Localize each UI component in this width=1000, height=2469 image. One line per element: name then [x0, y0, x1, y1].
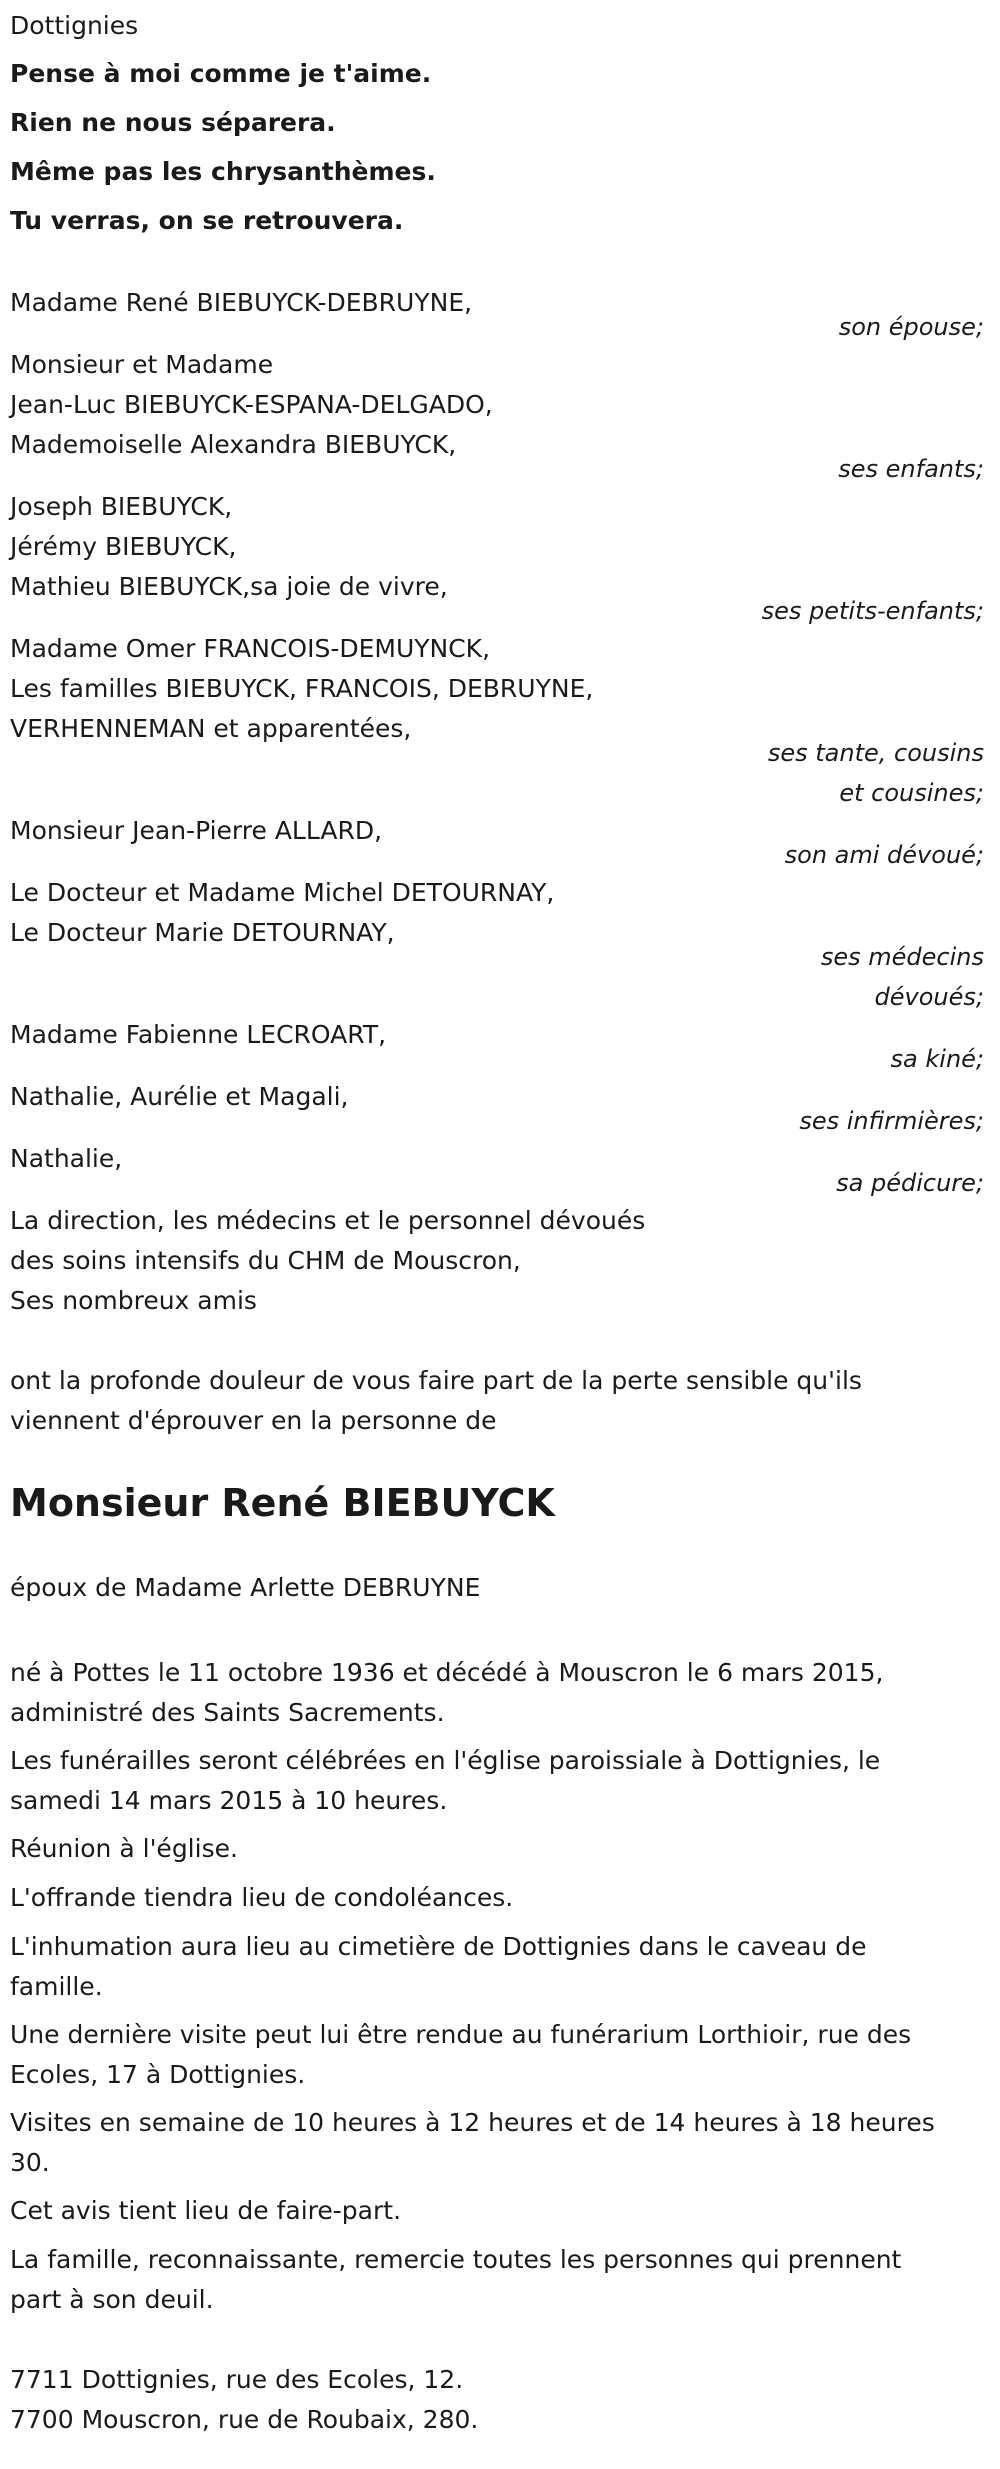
detail-line: samedi 14 mars 2015 à 10 heures.	[10, 1786, 448, 1815]
detail-line: famille.	[10, 1972, 103, 2001]
poem-line: Rien ne nous séparera.	[10, 108, 336, 137]
detail-line: Les funérailles seront célébrées en l'église paroissiale à Dottignies, le	[10, 1746, 881, 1775]
family-line: Monsieur Jean-Pierre ALLARD,	[10, 816, 383, 845]
family-line: des soins intensifs du CHM de Mouscron,	[10, 1246, 521, 1275]
address-line: 7700 Mouscron, rue de Roubaix, 280.	[10, 2405, 479, 2434]
detail-line: né à Pottes le 11 octobre 1936 et décédé à Mouscron le 6 mars 2015,	[10, 1658, 884, 1687]
family-line: Monsieur et Madame	[10, 350, 274, 379]
relation-label: dévoués;	[874, 983, 984, 1011]
family-line: Madame René BIEBUYCK-DEBRUYNE,	[10, 288, 473, 317]
detail-line: L'inhumation aura lieu au cimetière de Dottignies dans le caveau de	[10, 1932, 867, 1961]
detail-line: administré des Saints Sacrements.	[10, 1698, 445, 1727]
detail-line: L'offrande tiendra lieu de condoléances.	[10, 1883, 514, 1912]
family-line: Joseph BIEBUYCK,	[10, 492, 233, 521]
relation-label: et cousines;	[839, 779, 984, 807]
relation-label: ses enfants;	[838, 455, 984, 483]
relation-label: ses petits-enfants;	[761, 597, 984, 625]
family-line: Mademoiselle Alexandra BIEBUYCK,	[10, 430, 457, 459]
family-line: Le Docteur Marie DETOURNAY,	[10, 918, 395, 947]
detail-line: Ecoles, 17 à Dottignies.	[10, 2060, 306, 2089]
detail-line: part à son deuil.	[10, 2285, 214, 2314]
relation-label: son ami dévoué;	[784, 841, 984, 869]
detail-line: La famille, reconnaissante, remercie toutes les personnes qui prennent	[10, 2245, 902, 2274]
relation-label: sa kiné;	[890, 1045, 984, 1073]
announcement-line: viennent d'éprouver en la personne de	[10, 1406, 497, 1435]
family-line: VERHENNEMAN et apparentées,	[10, 714, 412, 743]
family-line: Nathalie,	[10, 1144, 123, 1173]
poem-line: Même pas les chrysanthèmes.	[10, 157, 436, 186]
family-line: Madame Omer FRANCOIS-DEMUYNCK,	[10, 634, 491, 663]
family-line: Le Docteur et Madame Michel DETOURNAY,	[10, 878, 555, 907]
place-name: Dottignies	[10, 11, 139, 40]
family-line: Les familles BIEBUYCK, FRANCOIS, DEBRUYNE,	[10, 674, 594, 703]
announcement-line: ont la profonde douleur de vous faire part de la perte sensible qu'ils	[10, 1366, 862, 1395]
deceased-spouse: époux de Madame Arlette DEBRUYNE	[10, 1573, 481, 1602]
relation-label: ses infirmières;	[799, 1107, 984, 1135]
detail-line: Une dernière visite peut lui être rendue au funérarium Lorthioir, rue des	[10, 2020, 912, 2049]
family-line: Madame Fabienne LECROART,	[10, 1020, 387, 1049]
detail-line: Cet avis tient lieu de faire-part.	[10, 2196, 402, 2225]
family-line: Nathalie, Aurélie et Magali,	[10, 1082, 349, 1111]
relation-label: ses médecins	[820, 943, 984, 971]
deceased-name: Monsieur René BIEBUYCK	[10, 1481, 555, 1525]
detail-line: Visites en semaine de 10 heures à 12 heures et de 14 heures à 18 heures	[10, 2108, 935, 2137]
poem-line: Tu verras, on se retrouvera.	[10, 206, 404, 235]
address-line: 7711 Dottignies, rue des Ecoles, 12.	[10, 2365, 464, 2394]
relation-label: ses tante, cousins	[767, 739, 984, 767]
detail-line: Réunion à l'église.	[10, 1834, 238, 1863]
family-line: Jean-Luc BIEBUYCK-ESPANA-DELGADO,	[10, 390, 493, 419]
family-line: Ses nombreux amis	[10, 1286, 257, 1315]
detail-line: 30.	[10, 2148, 50, 2177]
family-line: Jérémy BIEBUYCK,	[10, 532, 237, 561]
relation-label: son épouse;	[838, 313, 984, 341]
family-line: La direction, les médecins et le personnel dévoués	[10, 1206, 646, 1235]
relation-label: sa pédicure;	[836, 1169, 984, 1197]
poem-line: Pense à moi comme je t'aime.	[10, 59, 432, 88]
family-line: Mathieu BIEBUYCK,sa joie de vivre,	[10, 572, 448, 601]
